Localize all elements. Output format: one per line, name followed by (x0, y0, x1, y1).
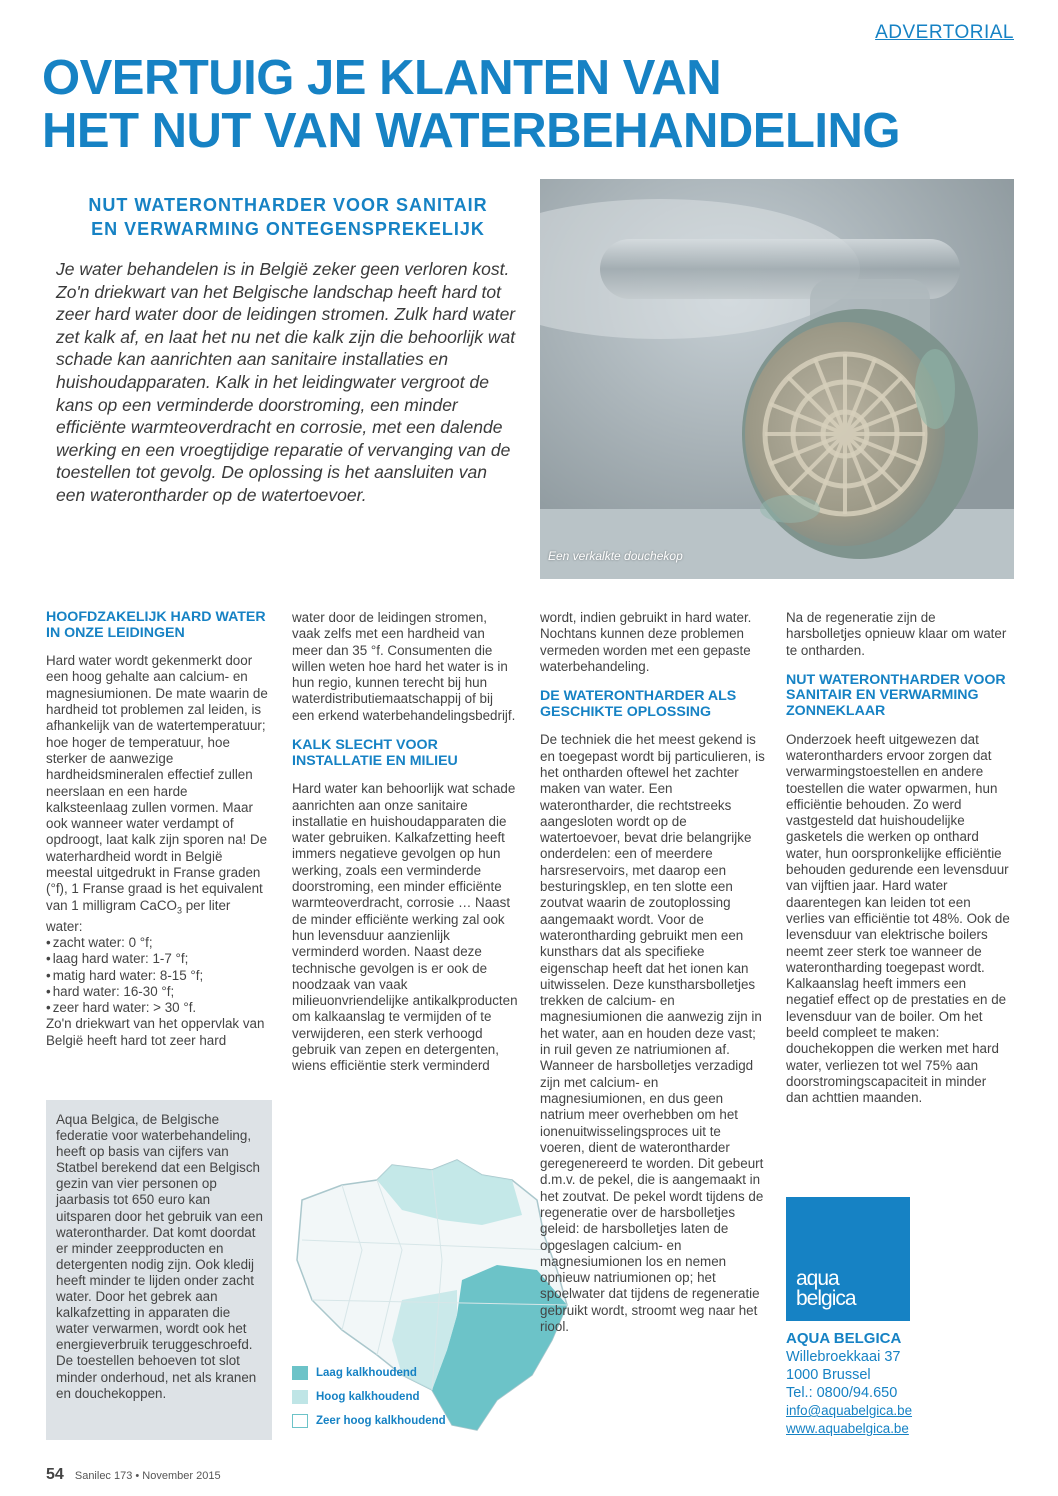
title-line-2: HET NUT VAN WATERBEHANDELING (42, 104, 900, 158)
contact-email-link[interactable]: info@aquabelgica.be (786, 1403, 913, 1418)
title-line-1: OVERTUIG JE KLANTEN VAN (42, 51, 722, 105)
photo-caption: Een verkalkte douchekop (548, 549, 683, 563)
col1-paragraph-1-text: Hard water wordt gekenmerkt door een hoog gehalte aan calcium- en magnesiumionen. De mate waarin de hardheid tot problemen zal leiden, is afhankelijk van de watertemperatuur; hoe hoger de temperatuur, hoe sterker de aanwezige hardheidsmineralen effectief zullen neerslaan en een harde kalksteenlaag zullen vormen. Maar ook wanneer water verdampt of opdroogt, laat kalk zijn sporen na! De waterhardheid wordt in België meestal uitgedrukt in Franse graden (°f), 1 Franse graad is het equivalent van 1 milligram CaCO (46, 653, 268, 913)
col2-paragraph-2: Hard water kan behoorlijk wat schade aanrichten aan onze sanitaire installatie en huishoudapparaten die water gebruiken. Kalkafzetting heeft immers negatieve gevolgen op hun werking, zoals een verminderde doorstroming, een minder efficiënte warmteoverdracht, corrosie … Naast de minder efficiënte werking zal ook hun levensduur aanzienlijk verminderd worden. Naast deze technische gevolgen is er ook de noodzaak van vaak milieuonvriendelijke antikalkproducten om kalkaanslag te vermijden of te verwijderen, een sterk verhoogd gebruik van zepen en detergenten, wiens efficiëntie sterk verminderd (292, 781, 518, 1074)
list-item: • zeer hard water: > 30 °f. (46, 1000, 268, 1016)
col4-paragraph-2: Onderzoek heeft uitgewezen dat waterontharders ervoor zorgen dat verwarmingstoestellen en andere toestellen die water opwarmen, hun efficiëntie behouden. Zo werd vastgesteld dat huishoudelijke gasketels die werken op onthard water, hun oorspronkelijke efficiëntie behouden gedurende een levensduur van vijftien jaar. Hard water daarentegen kan leiden tot een verlies van efficiëntie tot 48%. Ook de levensduur van elektrische boilers neemt zeer sterk toe wanneer de waterontharding toegepast wordt. Kalkaanslag heeft immers een negatief effect op de prestaties en de levensduur van de boiler. Om het beeld compleet te maken: douchekoppen die werken met hard water, verliezen tot wel 75% aan doorstromingscapaciteit in minder dan achttien maanden. (786, 731, 1010, 1106)
legend-item (292, 1410, 446, 1432)
hardness-list (46, 935, 268, 1016)
col2-paragraph-1: water door de leidingen stromen, vaak zelfs met een hardheid van meer dan 35 °f. Consumenten die willen weten hoe hard het water is in hun regio, kunnen terecht bij hun waterdistributiemaatschappij of bij een erkend waterbehandelingsbedrijf. (292, 610, 516, 723)
col4-paragraph-1: Na de regeneratie zijn de harsbolletjes opnieuw klaar om water te ontharden. (786, 610, 1007, 658)
intro-paragraph: Je water behandelen is in België zeker geen verloren kost. Zo'n driekwart van het Belgische landschap heeft hard tot zeer hard water door de leidingen stromen. Zulk hard water zet kalk af, en laat het nu net die kalk zijn die behoorlijk wat schade kan aanrichten aan sanitaire installaties en huishoudapparaten. Kalk in het leidingwater vergroot de kans op een verminderde doorstroming, een minder efficiënte warmteoverdracht en corrosie, met een dalende werking en een vroegtijdige reparatie of vervanging van de toestellen tot gevolg. De oplossing is het aansluiten van een waterontharder op de watertoevoer. (56, 259, 516, 505)
contact-block (786, 1330, 1016, 1438)
list-item: • hard water: 16-30 °f; (46, 984, 268, 1000)
legend-label: Laag kalkhoudend (316, 1367, 417, 1379)
aqua-belgica-logo (786, 1197, 910, 1321)
map-legend (292, 1362, 446, 1434)
advertorial-label: ADVERTORIAL (875, 22, 1014, 43)
contact-website-link[interactable]: www.aquabelgica.be (786, 1421, 909, 1436)
page-number: 54 (46, 1466, 64, 1483)
col4-heading: NUT WATERONTHARDER VOOR SANITAIR EN VERWARMING ZONNEKLAAR (786, 671, 1006, 720)
legend-item (292, 1362, 446, 1384)
page-title (42, 52, 1022, 158)
legend-label: Hoog kalkhoudend (316, 1391, 420, 1403)
col1-heading: HOOFDZAKELIJK HARD WATER IN ONZE LEIDINGEN (46, 609, 266, 641)
col1-paragraph-1-end: per liter water: (46, 897, 231, 934)
column-4 (786, 610, 1011, 1121)
legend-item (292, 1386, 446, 1408)
col3-heading: DE WATERONTHARDER ALS GESCHIKTE OPLOSSING (540, 688, 737, 720)
column-3 (540, 610, 765, 1349)
col3-paragraph-2: De techniek die het meest gekend is en toegepast wordt bij particulieren, is het ontharden oftewel het zachter maken van water. Een waterontharder, die rechtstreeks aangesloten wordt op de watertoevoer, bevat drie belangrijke onderdelen: een of meerdere harsreservoirs, met daarop een besturingsklep, en ten slotte een zoutvat waarin de zoutoplossing aangemaakt wordt. Voor de waterontharding gebruikt men een kunsthars dat als specifieke eigenschap heeft dat het ionen kan uitwisselen. Deze kunstharsbolletjes trekken de calcium- en magnesiumionen die aanwezig zijn in het water, aan en houden deze vast; in ruil geven ze natriumionen af. Wanneer de harsbolletjes verzadigd zijn met calcium- en magnesiumionen, en dus geen natrium meer overhebben om het ionenuitwisselingsproces uit te voeren, dient de waterontharder geregenereerd te worden. Dit gebeurt d.m.v. de pekel, die is aangemaakt in het zoutvat. De pekel wordt tijdens de regeneratie over de harsbolletjes geleid: de harsbolletjes laten de opgeslagen calcium- en magnesiumionen los en nemen opnieuw natriumionen op; het spoelwater dat tijdens de regeneratie gebruikt wordt, stroomt weg naar het riool. (540, 732, 765, 1335)
column-1 (46, 610, 268, 1063)
list-item: • laag hard water: 1-7 °f; (46, 951, 268, 967)
col1-paragraph-1 (46, 653, 268, 935)
column-2 (292, 610, 518, 1089)
list-item: • matig hard water: 8-15 °f; (46, 968, 268, 984)
shower-head-photo (540, 179, 1014, 579)
logo-line-2: belgica (796, 1287, 856, 1310)
intro-heading-line-1: NUT WATERONTHARDER VOOR SANITAIR (88, 195, 488, 215)
footer-text: Sanilec 173 • November 2015 (74, 1470, 221, 1482)
legend-swatch-low (292, 1366, 308, 1380)
legend-swatch-high (292, 1390, 308, 1404)
contact-street: Willebroekkaai 37 (786, 1349, 901, 1365)
shower-head-illustration (540, 179, 1014, 579)
info-sidebar (46, 1100, 272, 1440)
contact-name: AQUA BELGICA (786, 1330, 902, 1347)
col3-paragraph-1: wordt, indien gebruikt in hard water. Nochtans kunnen deze problemen vermeden worden met een gepaste waterbehandeling. (540, 610, 752, 674)
col1-paragraph-2: Zo'n driekwart van het oppervlak van België heeft hard tot zeer hard (46, 1016, 265, 1048)
contact-tel: Tel.: 0800/94.650 (786, 1385, 898, 1401)
intro-heading (50, 193, 526, 241)
col2-heading: KALK SLECHT VOOR INSTALLATIE EN MILIEU (292, 737, 458, 769)
logo-line-1: aqua (796, 1267, 839, 1290)
legend-swatch-very-high (292, 1414, 308, 1428)
intro-heading-line-2: EN VERWARMING ONTEGENSPREKELIJK (91, 219, 485, 239)
page-footer (46, 1466, 221, 1484)
col1-subscript: 3 (176, 905, 182, 916)
sidebar-text: Aqua Belgica, de Belgische federatie voor waterbehandeling, heeft op basis van cijfers van Statbel berekend dat een Belgisch gezin van vier personen op jaarbasis tot 650 euro kan uitsparen door het gebruik van een waterontharder. Dat komt doordat er minder zeepproducten en detergenten nodig zijn. Ook kledij heeft minder te lijden onder zacht water. Door het gebrek aan kalkafzetting in apparaten die water verwarmen, wordt ook het energieverbruik teruggeschroefd. De toestellen behoeven tot slot minder onderhoud, net als kranen en douchekoppen. (56, 1112, 263, 1401)
legend-label: Zeer hoog kalkhoudend (316, 1415, 446, 1427)
list-item: • zacht water: 0 °f; (46, 935, 268, 951)
contact-city: 1000 Brussel (786, 1367, 871, 1383)
